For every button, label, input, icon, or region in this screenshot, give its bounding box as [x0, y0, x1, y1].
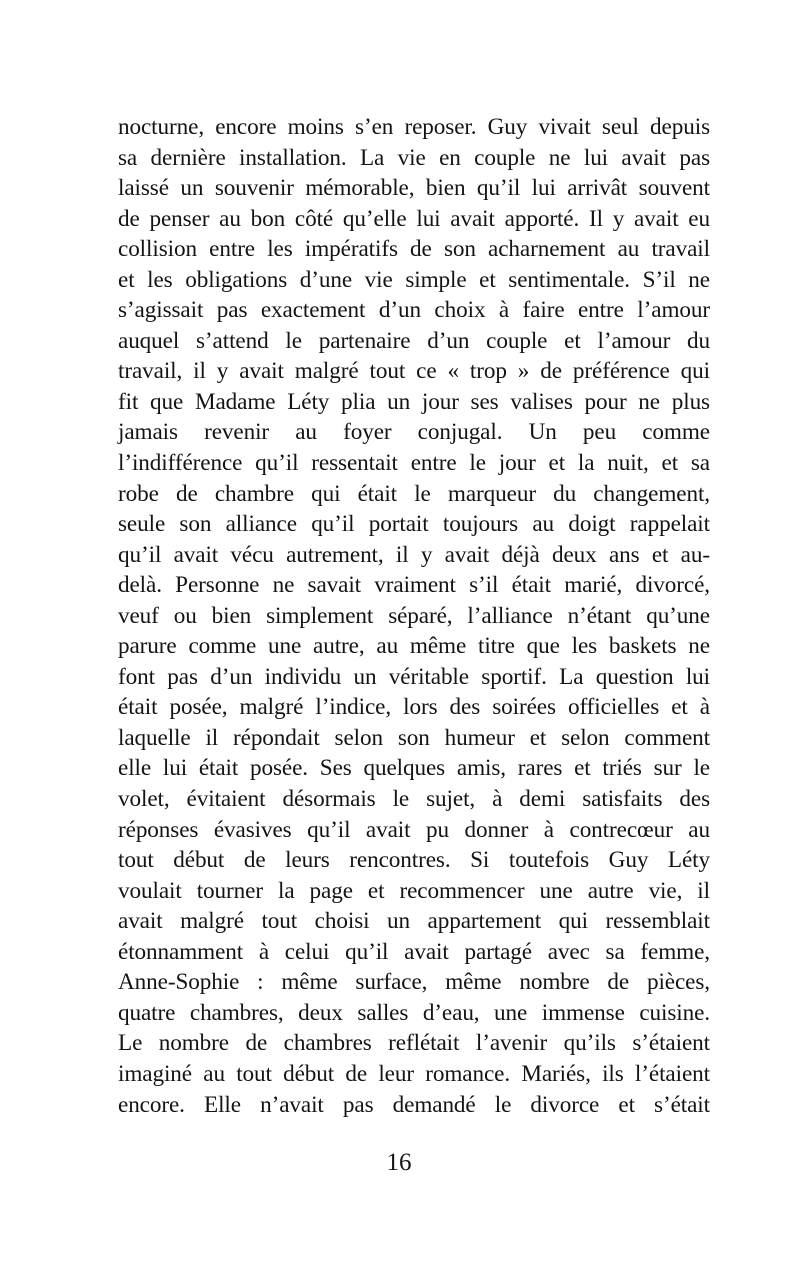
- text-line: parure comme une autre, au même titre que les baskets ne: [118, 633, 710, 660]
- text-line: voulait tourner la page et recommencer une autre vie, il: [118, 877, 710, 904]
- text-line: réponses évasives qu’il avait pu donner à contrecœur au: [118, 816, 710, 843]
- text-line: Anne-Sophie : même surface, même nombre de pièces,: [118, 969, 710, 996]
- text-line: était posée, malgré l’indice, lors des soirées officielles et à: [118, 694, 710, 721]
- text-line: jamais revenir au foyer conjugal. Un peu comme: [118, 419, 710, 446]
- text-line: volet, évitaient désormais le sujet, à demi satisfaits des: [118, 786, 710, 813]
- text-line: étonnamment à celui qu’il avait partagé avec sa femme,: [118, 938, 710, 965]
- text-line: Le nombre de chambres reflétait l’avenir qu’ils s’étaient: [118, 1030, 710, 1057]
- text-line: fit que Madame Léty plia un jour ses valises pour ne plus: [118, 388, 710, 415]
- page-number: 16: [386, 1149, 412, 1176]
- text-line: robe de chambre qui était le marqueur du changement,: [118, 480, 710, 507]
- text-line: avait malgré tout choisi un appartement qui ressemblait: [118, 908, 710, 935]
- text-line: encore. Elle n’avait pas demandé le divorce et s’était: [118, 1091, 710, 1118]
- text-line: travail, il y avait malgré tout ce « trop » de préférence qui: [118, 358, 710, 385]
- text-line: nocturne, encore moins s’en reposer. Guy vivait seul depuis: [118, 114, 710, 140]
- text-line: tout début de leurs rencontres. Si toutefois Guy Léty: [118, 847, 710, 874]
- text-line: auquel s’attend le partenaire d’un couple et l’amour du: [118, 327, 710, 354]
- body-text: [118, 112, 710, 1120]
- text-line: l’indifférence qu’il ressentait entre le jour et la nuit, et sa: [118, 450, 710, 477]
- text-line: quatre chambres, deux salles d’eau, une immense cuisine.: [118, 999, 710, 1026]
- text-line: sa dernière installation. La vie en couple ne lui avait pas: [118, 144, 710, 171]
- text-line: et les obligations d’une vie simple et sentimentale. S’il ne: [118, 266, 710, 293]
- text-line: seule son alliance qu’il portait toujours au doigt rappelait: [118, 511, 710, 538]
- text-line: collision entre les impératifs de son acharnement au travail: [118, 236, 710, 263]
- text-line: s’agissait pas exactement d’un choix à faire entre l’amour: [118, 297, 710, 324]
- text-line: elle lui était posée. Ses quelques amis, rares et triés sur le: [118, 755, 710, 782]
- text-line: laquelle il répondait selon son humeur et selon comment: [118, 724, 710, 751]
- text-line: imaginé au tout début de leur romance. Mariés, ils l’étaient: [118, 1060, 710, 1087]
- text-line: laissé un souvenir mémorable, bien qu’il lui arrivât souvent: [118, 175, 710, 202]
- text-line: de penser au bon côté qu’elle lui avait apporté. Il y avait eu: [118, 205, 710, 232]
- text-line: font pas d’un individu un véritable sportif. La question lui: [118, 663, 710, 690]
- text-line: veuf ou bien simplement séparé, l’alliance n’étant qu’une: [118, 602, 710, 629]
- text-line: qu’il avait vécu autrement, il y avait déjà deux ans et au-: [118, 541, 710, 568]
- text-line: delà. Personne ne savait vraiment s’il était marié, divorcé,: [118, 572, 710, 599]
